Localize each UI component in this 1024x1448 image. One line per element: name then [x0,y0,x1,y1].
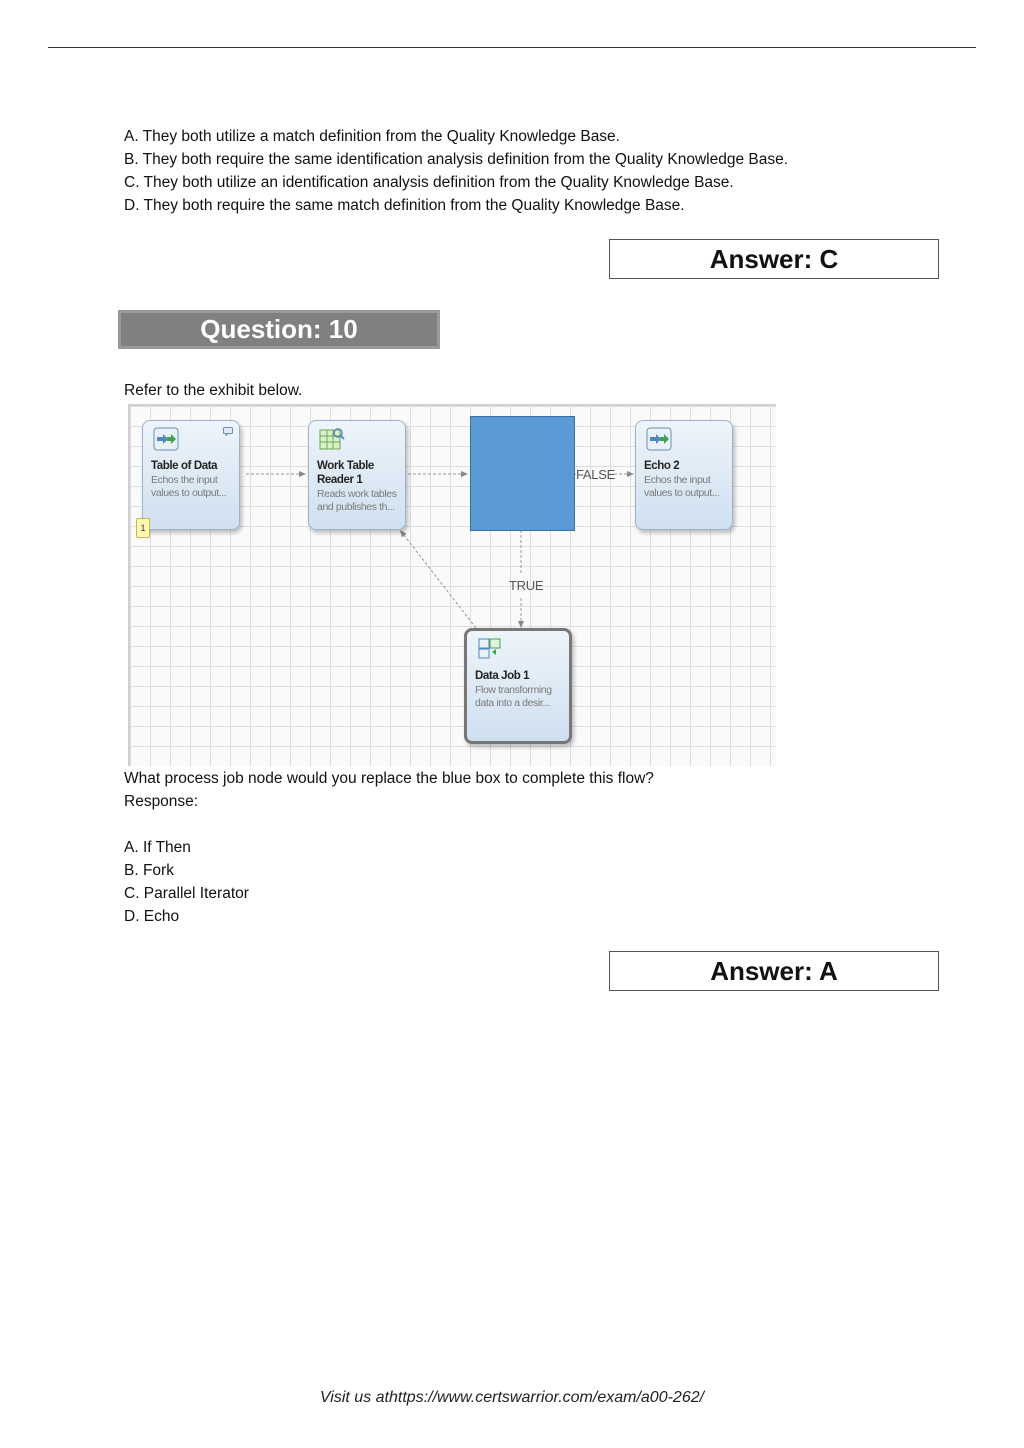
answer-option-c: C. Parallel Iterator [124,885,249,902]
node-title-line-1: Work Table [317,460,374,472]
intro-text: Refer to the exhibit below. [124,382,303,399]
exhibit-diagram [128,404,776,766]
node-table-of-data[interactable] [142,420,240,530]
option-b: B. They both require the same identification analysis definition from the Quality Knowledge Base. [124,151,789,168]
node-desc-1: Echos the input [644,474,711,486]
node-desc-1: Echos the input [151,474,218,486]
node-data-job-1[interactable] [464,628,572,744]
false-label: FALSE [576,467,615,482]
data-job-icon [477,637,503,661]
answer-option-a: A. If Then [124,839,191,856]
option-a: A. They both utilize a match definition from the Quality Knowledge Base. [124,128,620,145]
answer-option-d: D. Echo [124,908,180,925]
node-work-table-reader[interactable] [308,420,406,530]
echo-node-icon [153,427,179,451]
answer-box-previous: Answer: C [609,239,939,279]
answer-box: Answer: A [609,951,939,991]
step-badge: 1 [136,518,150,538]
node-desc-2: values to output... [151,487,227,499]
previous-question-options [124,125,788,217]
answer-option-b: B. Fork [124,862,174,879]
node-title: Data Job 1 [475,670,530,682]
node-title: Echo 2 [644,460,680,472]
option-d: D. They both require the same match definition from the Quality Knowledge Base. [124,197,685,214]
node-title: Table of Data [151,460,218,472]
connector-job-to-reader [400,530,476,628]
node-desc-2: values to output... [644,487,720,499]
node-desc-1: Flow transforming [475,684,552,696]
node-desc-2: and publishes th... [317,501,395,513]
node-title-line-2: Reader 1 [317,474,363,486]
question-text: What process job node would you replace the blue box to complete this flow? [124,770,654,787]
node-echo-2[interactable] [635,420,733,530]
comment-icon [223,427,233,436]
header-rule [48,47,976,48]
true-label: TRUE [509,578,544,593]
blue-placeholder-box[interactable] [470,416,575,531]
response-label: Response: [124,793,199,810]
node-desc-1: Reads work tables [317,488,397,500]
footer-link[interactable]: Visit us athttps://www.certswarrior.com/exam/a00-262/ [319,1389,705,1406]
option-c: C. They both utilize an identification analysis definition from the Quality Knowledge Base. [124,174,734,191]
echo-node-icon [646,427,672,451]
question-title: Question: 10 [118,310,440,349]
table-search-icon [319,427,345,451]
node-desc-2: data into a desir... [475,697,550,709]
